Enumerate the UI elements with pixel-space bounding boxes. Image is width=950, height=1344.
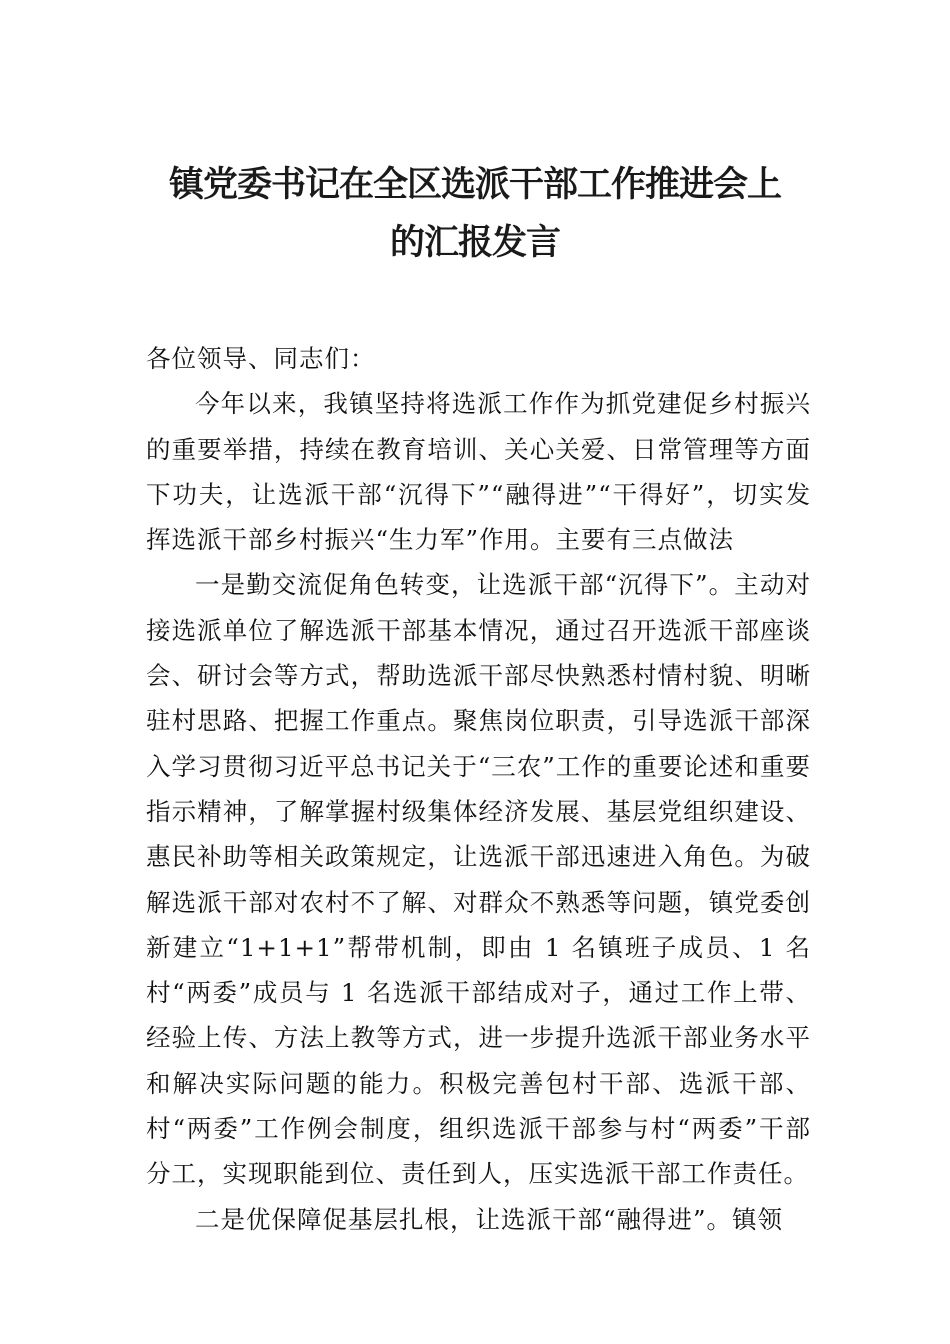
document-title <box>0 156 950 272</box>
paragraph-point-one: 一是勤交流促角色转变，让选派干部“沉得下”。主动对接选派单位了解选派干部基本情况，通过召开选派干部座谈会、研讨会等方式，帮助选派干部尽快熟悉村情村貌、明晰驻村思路、把握工作重点。聚焦岗位职责，引导选派干部深入学习贯彻习近平总书记关于“三农”工作的重要论述和重要指示精神，了解掌握村级集体经济发展、基层党组织建设、惠民补助等相关政策规定，让选派干部迅速进入角色。为破解选派干部对农村不了解、对群众不熟悉等问题，镇党委创新建立“1+1+1”帮带机制，即由 1 名镇班子成员、1 名村“两委”成员与 1 名选派干部结成对子，通过工作上带、经验上传、方法上教等方式，进一步提升选派干部业务水平和解决实际问题的能力。积极完善包村干部、选派干部、村“两委”工作例会制度，组织选派干部参与村“两委”干部分工，实现职能到位、责任到人，压实选派干部工作责任。 <box>146 570 811 1189</box>
paragraph-point-two: 二是优保障促基层扎根，让选派干部“融得进”。镇领 <box>195 1204 784 1234</box>
salutation: 各位领导、同志们： <box>146 344 376 373</box>
document-body <box>146 336 811 1242</box>
title-line-1: 镇党委书记在全区选派干部工作推进会上 <box>168 164 781 205</box>
paragraph-intro: 今年以来，我镇坚持将选派工作作为抓党建促乡村振兴的重要举措，持续在教育培训、关心关爱、日常管理等方面下功夫，让选派干部“沉得下”“融得进”“干得好”，切实发挥选派干部乡村振兴“生力军”作用。主要有三点做法 <box>146 389 811 555</box>
title-line-2: 的汇报发言 <box>389 222 560 263</box>
